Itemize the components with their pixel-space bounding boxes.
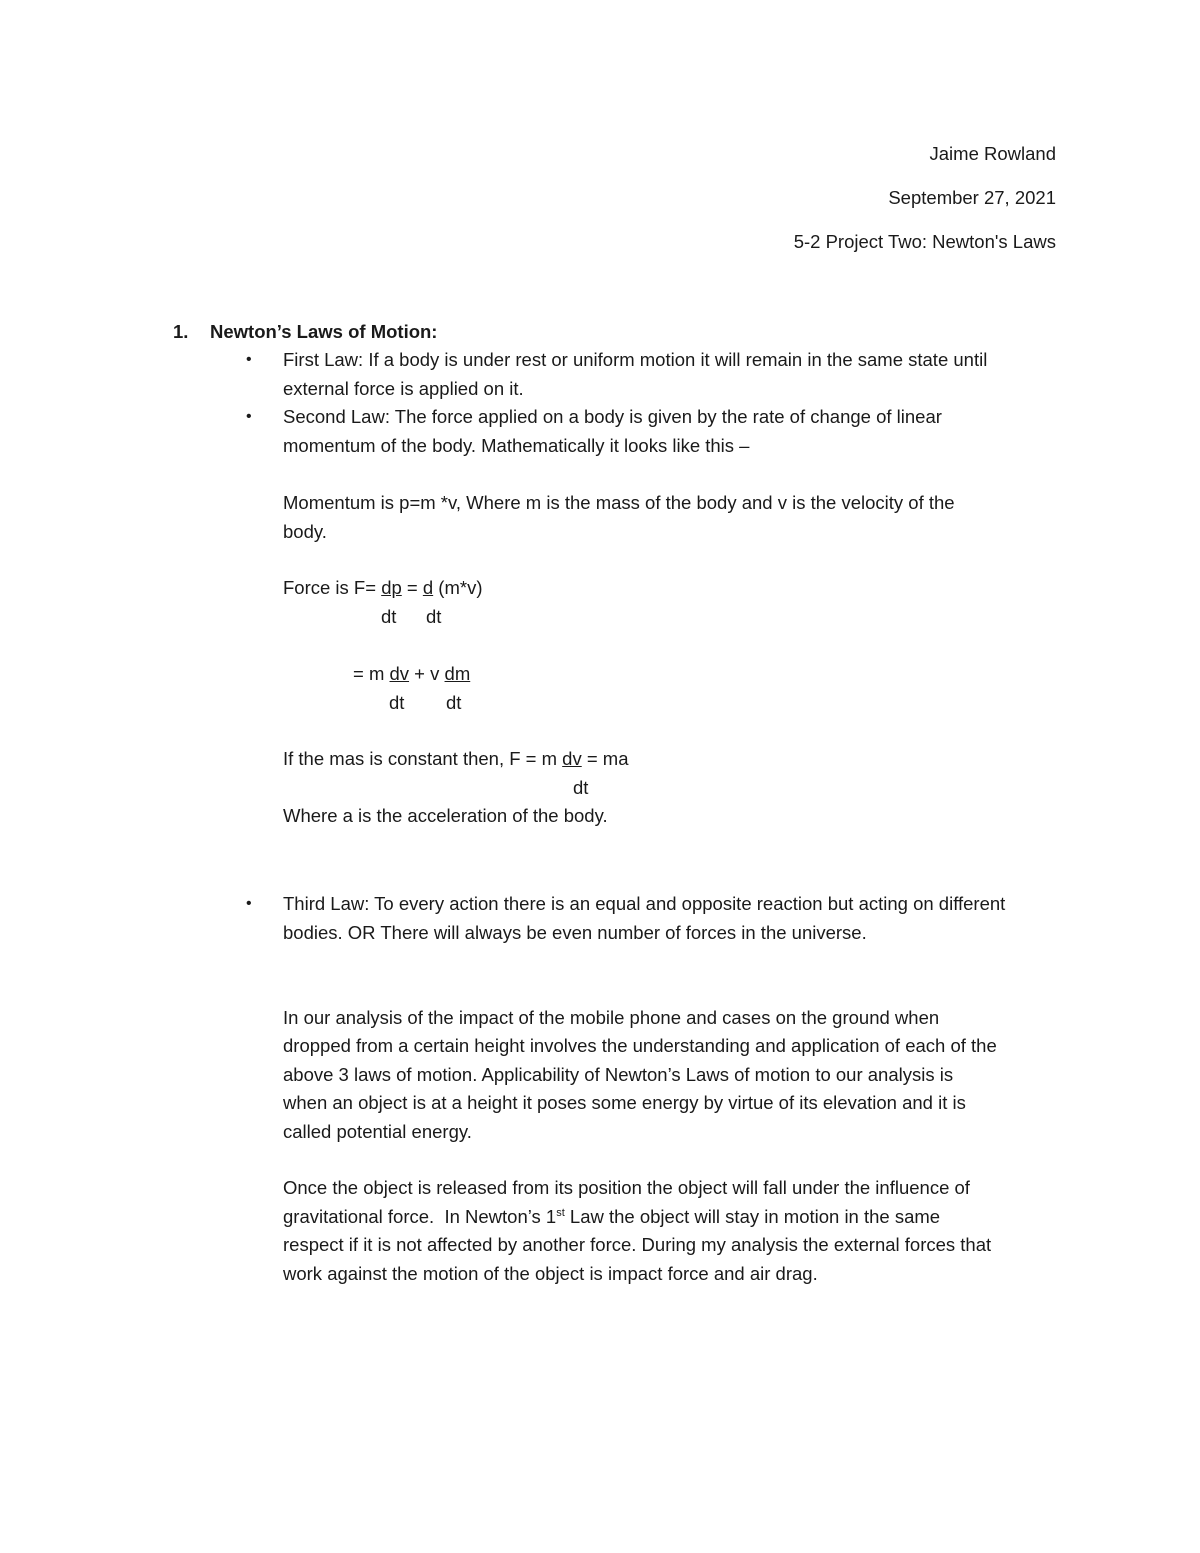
release-line-1: Once the object is released from its position the object will fall under the influence of	[283, 1177, 970, 1198]
release-line-4: work against the motion of the object is impact force and air drag.	[283, 1263, 818, 1284]
expand-mid: + v	[409, 663, 445, 684]
force-rest: (m*v)	[433, 577, 483, 598]
constant-dt: dt	[573, 777, 589, 798]
bullet-third-law: •	[246, 895, 252, 912]
analysis-line-3: above 3 laws of motion. Applicability of Newton’s Laws of motion to our analysis is	[283, 1064, 954, 1085]
document-date: September 27, 2021	[888, 187, 1056, 208]
analysis-line-4: when an object is at a height it poses some energy by virtue of its elevation and it is	[283, 1092, 966, 1113]
expand-dt-2: dt	[446, 692, 462, 713]
expand-dm: dm	[444, 663, 471, 684]
second-law-line-1: Second Law: The force applied on a body is given by the rate of change of linear	[283, 406, 942, 427]
release-line-3: respect if it is not affected by another force. During my analysis the external forces that	[283, 1234, 992, 1255]
document-title: 5-2 Project Two: Newton's Laws	[793, 231, 1056, 252]
force-dt-2: dt	[426, 606, 442, 627]
force-prefix: Force is F=	[283, 577, 382, 598]
bullet-first-law: •	[246, 351, 252, 368]
bullet-second-law: •	[246, 408, 252, 425]
force-dt-1: dt	[381, 606, 397, 627]
constant-dv: dv	[562, 748, 582, 769]
expand-prefix: = m	[353, 663, 390, 684]
section-heading: Newton’s Laws of Motion:	[210, 321, 438, 342]
expanded-equation	[353, 660, 470, 688]
first-law-line-1: First Law: If a body is under rest or uniform motion it will remain in the same state until	[283, 349, 988, 370]
force-d: d	[422, 577, 434, 598]
analysis-line-5: called potential energy.	[283, 1121, 472, 1142]
release-line-2-prefix: gravitational force. In Newton’s 1	[283, 1206, 557, 1227]
constant-suffix: = ma	[581, 748, 629, 769]
force-eq2: =	[401, 577, 423, 598]
third-law-line-1: Third Law: To every action there is an equal and opposite reaction but acting on different	[283, 893, 1006, 914]
constant-mass-line	[283, 745, 629, 773]
third-law-line-2: bodies. OR There will always be even number of forces in the universe.	[283, 922, 867, 943]
author-name: Jaime Rowland	[929, 143, 1056, 164]
release-line-2-suffix: Law the object will stay in motion in the same	[564, 1206, 941, 1227]
release-line-2	[283, 1203, 940, 1231]
momentum-line-2: body.	[283, 521, 327, 542]
release-line-2-sup: st	[556, 1207, 565, 1219]
constant-prefix: If the mas is constant then, F = m	[283, 748, 563, 769]
momentum-line-1: Momentum is p=m *v, Where m is the mass of the body and v is the velocity of the	[283, 492, 955, 513]
analysis-line-1: In our analysis of the impact of the mobile phone and cases on the ground when	[283, 1007, 940, 1028]
expand-dv: dv	[389, 663, 410, 684]
analysis-line-2: dropped from a certain height involves the understanding and application of each of the	[283, 1035, 997, 1056]
acceleration-line: Where a is the acceleration of the body.	[283, 805, 608, 826]
expand-dt-1: dt	[389, 692, 405, 713]
force-dp: dp	[381, 577, 402, 598]
section-number: 1.	[173, 321, 189, 342]
second-law-line-2: momentum of the body. Mathematically it looks like this –	[283, 435, 750, 456]
first-law-line-2: external force is applied on it.	[283, 378, 524, 399]
force-equation	[283, 574, 482, 602]
